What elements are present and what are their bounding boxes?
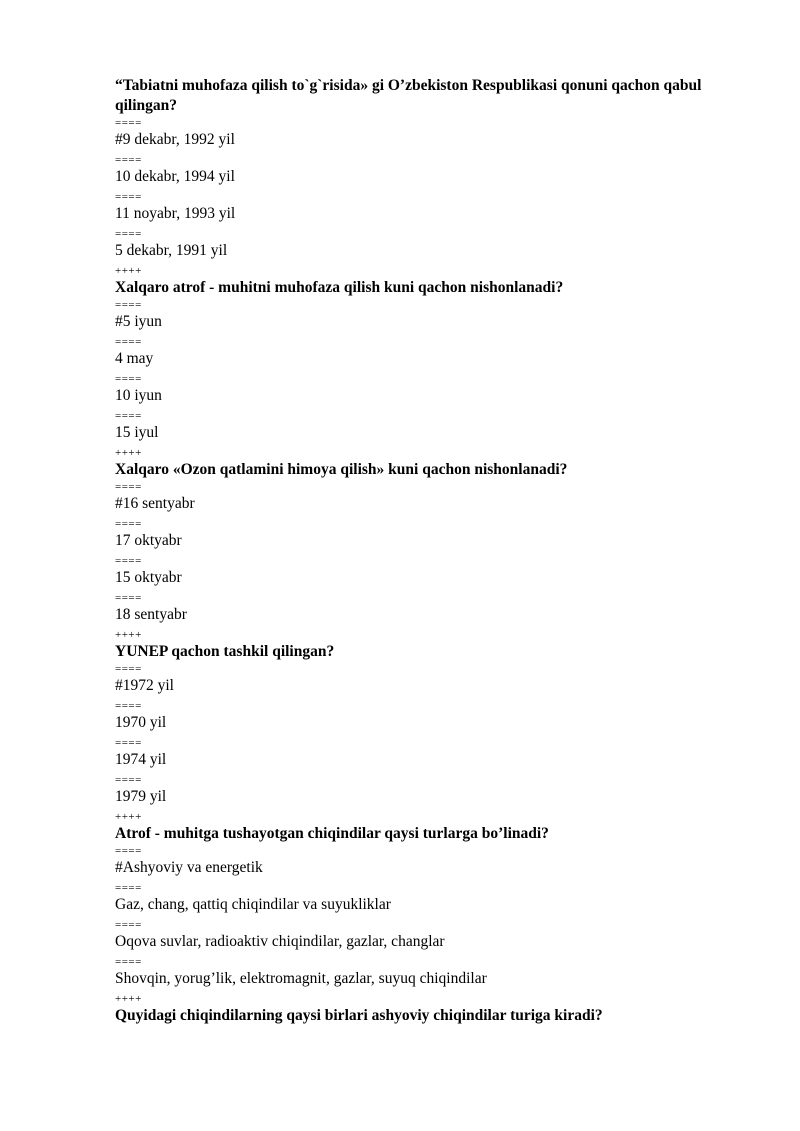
option-separator: ====: [115, 555, 142, 567]
question-text: Atrof - muhitga tushayotgan chiqindilar qaysi turlarga bo’linadi?: [115, 825, 549, 842]
option-separator: ====: [115, 737, 142, 749]
answer-option: 1970 yil: [115, 714, 167, 731]
question-block-3: [115, 460, 735, 642]
answer-option: #Ashyoviy va energetik: [115, 859, 263, 876]
option-separator: ====: [115, 919, 142, 931]
option-separator: ====: [115, 410, 142, 422]
answer-option: 10 dekabr, 1994 yil: [115, 168, 235, 185]
question-block-4: [115, 642, 735, 824]
question-block-1: [115, 76, 735, 278]
option-separator: ====: [115, 373, 142, 385]
option-separator: ====: [115, 481, 142, 493]
answer-option: 18 sentyabr: [115, 606, 187, 623]
question-block-6: [115, 1006, 735, 1026]
answer-option: 11 noyabr, 1993 yil: [115, 205, 236, 222]
option-separator: ====: [115, 117, 142, 129]
option-separator: ====: [115, 154, 142, 166]
question-separator: ++++: [115, 629, 142, 641]
question-text: Xalqaro «Ozon qatlamini himoya qilish» kuni qachon nishonlanadi?: [115, 461, 568, 478]
option-separator: ====: [115, 845, 142, 857]
answer-option: 17 oktyabr: [115, 532, 182, 549]
answer-option: 1974 yil: [115, 751, 167, 768]
answer-option: 15 oktyabr: [115, 569, 182, 586]
question-separator: ++++: [115, 447, 142, 459]
option-separator: ====: [115, 774, 142, 786]
option-separator: ====: [115, 956, 142, 968]
question-separator: ++++: [115, 265, 142, 277]
question-text: YUNEP qachon tashkil qilingan?: [115, 643, 335, 660]
option-separator: ====: [115, 663, 142, 675]
question-block-2: [115, 278, 735, 460]
answer-option: 1979 yil: [115, 788, 167, 805]
option-separator: ====: [115, 700, 142, 712]
option-separator: ====: [115, 882, 142, 894]
answer-option: Shovqin, yorug’lik, elektromagnit, gazlar, suyuq chiqindilar: [115, 970, 487, 987]
question-separator: ++++: [115, 811, 142, 823]
answer-option: 4 may: [115, 350, 154, 367]
answer-option: Oqova suvlar, radioaktiv chiqindilar, gazlar, changlar: [115, 933, 445, 950]
document-page: [115, 76, 735, 1026]
answer-option: #16 sentyabr: [115, 495, 195, 512]
option-separator: ====: [115, 336, 142, 348]
question-block-5: [115, 824, 735, 1006]
question-text: Quyidagi chiqindilarning qaysi birlari ashyoviy chiqindilar turiga kiradi?: [115, 1007, 603, 1024]
question-separator: ++++: [115, 993, 142, 1005]
answer-option: Gaz, chang, qattiq chiqindilar va suyukliklar: [115, 896, 391, 913]
answer-option: 10 iyun: [115, 387, 162, 404]
option-separator: ====: [115, 592, 142, 604]
question-text: Xalqaro atrof - muhitni muhofaza qilish kuni qachon nishonlanadi?: [115, 279, 564, 296]
answer-option: #1972 yil: [115, 677, 174, 694]
answer-option: #9 dekabr, 1992 yil: [115, 131, 235, 148]
option-separator: ====: [115, 228, 142, 240]
answer-option: 5 dekabr, 1991 yil: [115, 242, 228, 259]
question-text: “Tabiatni muhofaza qilish to`g`risida» gi O’zbekiston Respublikasi qonuni qachon qabul qilingan?: [115, 77, 702, 114]
option-separator: ====: [115, 518, 142, 530]
answer-option: #5 iyun: [115, 313, 162, 330]
answer-option: 15 iyul: [115, 424, 159, 441]
option-separator: ====: [115, 299, 142, 311]
option-separator: ====: [115, 191, 142, 203]
